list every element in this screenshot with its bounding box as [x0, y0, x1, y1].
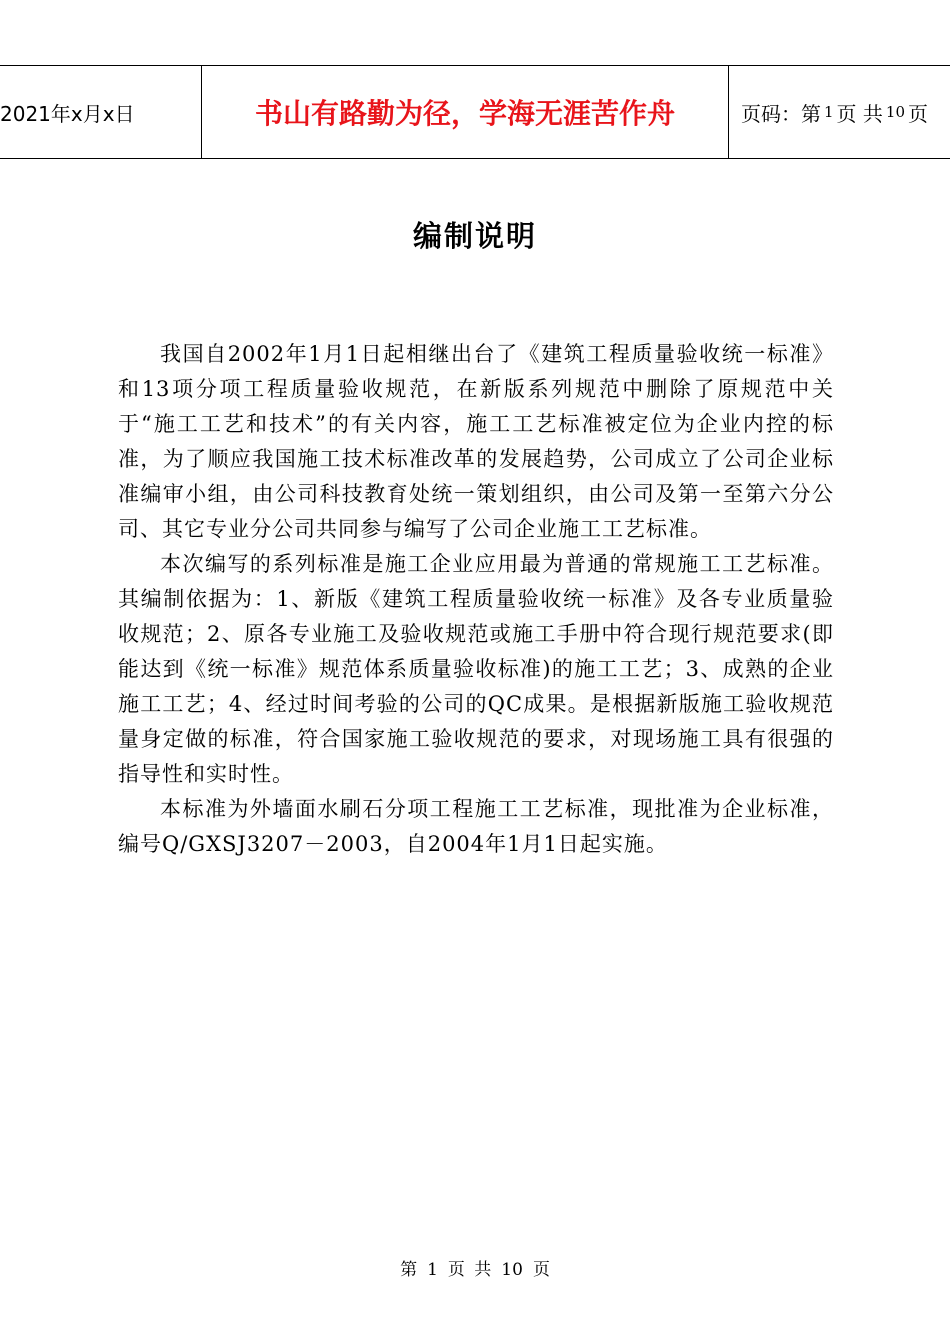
header-page-mid: 页 共 — [836, 101, 883, 126]
paragraph: 我国自2002年1月1日起相继出台了《建筑工程质量验收统一标准》和13项分项工程质量验收规范，在新版系列规范中删除了原规范中关于“施工工艺和技术”的有关内容，施工工艺标准被定位为企业内控的标准，为了顺应我国施工技术标准改革的发展趋势，公司成立了公司企业标准编审小组，由公司科技教育处统一策划组织，由公司及第一至第六分公司、其它专业分公司共同参与编写了公司企业施工工艺标准。 — [118, 342, 834, 541]
header-motto: 书山有路勤为径，学海无涯苦作舟 — [202, 66, 729, 158]
header-date: 2021年x月x日 — [0, 66, 202, 158]
document-body — [118, 337, 834, 862]
header-table — [0, 65, 950, 159]
footer-mid: 页 共 — [447, 1260, 492, 1280]
page-footer — [0, 1255, 950, 1280]
header-page-number: 1 — [824, 103, 834, 121]
paragraph: 本标准为外墙面水刷石分项工程施工工艺标准，现批准为企业标准，编号Q/GXSJ3207－2003，自2004年1月1日起实施。 — [118, 797, 834, 856]
header-page-end: 页 — [908, 101, 928, 126]
footer-page-total: 10 — [501, 1260, 523, 1280]
footer-suffix: 页 — [532, 1260, 550, 1280]
footer-page-number: 1 — [427, 1260, 438, 1280]
header-page-label: 页码：第 — [741, 101, 821, 126]
footer-prefix: 第 — [400, 1260, 418, 1280]
header-page-info — [729, 66, 950, 158]
header-page-total: 10 — [885, 103, 905, 121]
document-title: 编制说明 — [412, 219, 537, 253]
paragraph: 本次编写的系列标准是施工企业应用最为普通的常规施工工艺标准。其编制依据为：1、新版《建筑工程质量验收统一标准》及各专业质量验收规范；2、原各专业施工及验收规范或施工手册中符合现行规范要求(即能达到《统一标准》规范体系质量验收标准)的施工工艺；3、成熟的企业施工工艺；4、经过时间考验的公司的QC成果。是根据新版施工验收规范量身定做的标准，符合国家施工验收规范的要求，对现场施工具有很强的指导性和实时性。 — [118, 552, 834, 786]
